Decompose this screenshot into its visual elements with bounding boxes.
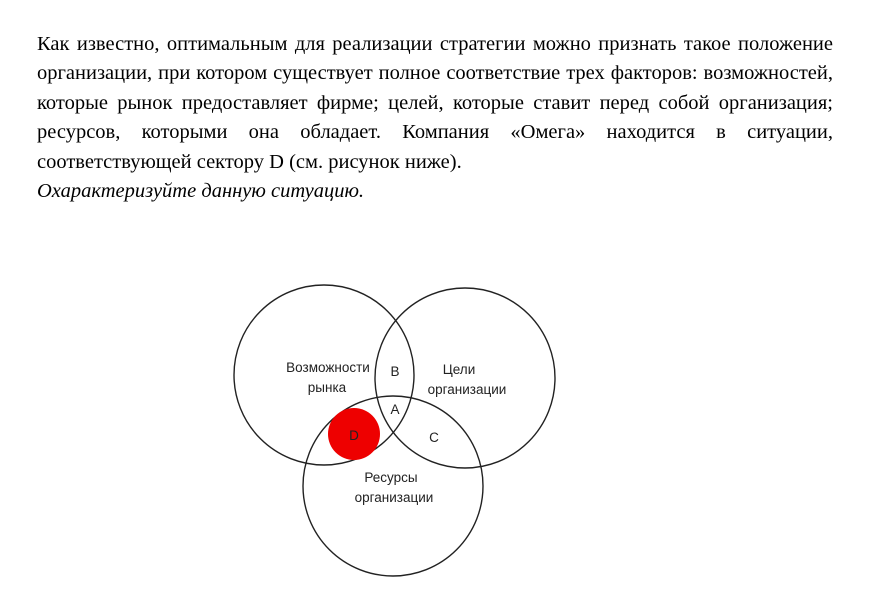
sector-c-label: C bbox=[429, 430, 439, 445]
label-resources-line2: организации bbox=[354, 490, 434, 505]
sector-d-label: D bbox=[349, 428, 359, 443]
label-market-line2: рынка bbox=[307, 380, 347, 395]
sector-b-label: B bbox=[390, 364, 400, 379]
circle-organization-resources bbox=[303, 396, 483, 576]
label-goals-line2: организации bbox=[427, 382, 507, 397]
case-paragraph: Как известно, оптимальным для реализации стратегии можно признать такое положение организации, при котором существует полное соответствие трех факторов: возможностей, которые рынок предоставляет фирме; целей, которые ставит перед собой организация; ресурсов, которыми она обладает. Компания «Омега» находится в ситуации, соответствующей сектору D (см. рисунок ниже). bbox=[37, 33, 833, 173]
label-market-line1: Возможности bbox=[286, 360, 370, 375]
circle-market-opportunities bbox=[234, 285, 414, 465]
task-instruction: Охарактеризуйте данную ситуацию. bbox=[37, 180, 365, 203]
sector-a-label: A bbox=[390, 402, 400, 417]
label-goals-line1: Цели bbox=[442, 362, 476, 377]
label-resources-line1: Ресурсы bbox=[364, 470, 418, 485]
circle-organization-goals bbox=[375, 288, 555, 468]
